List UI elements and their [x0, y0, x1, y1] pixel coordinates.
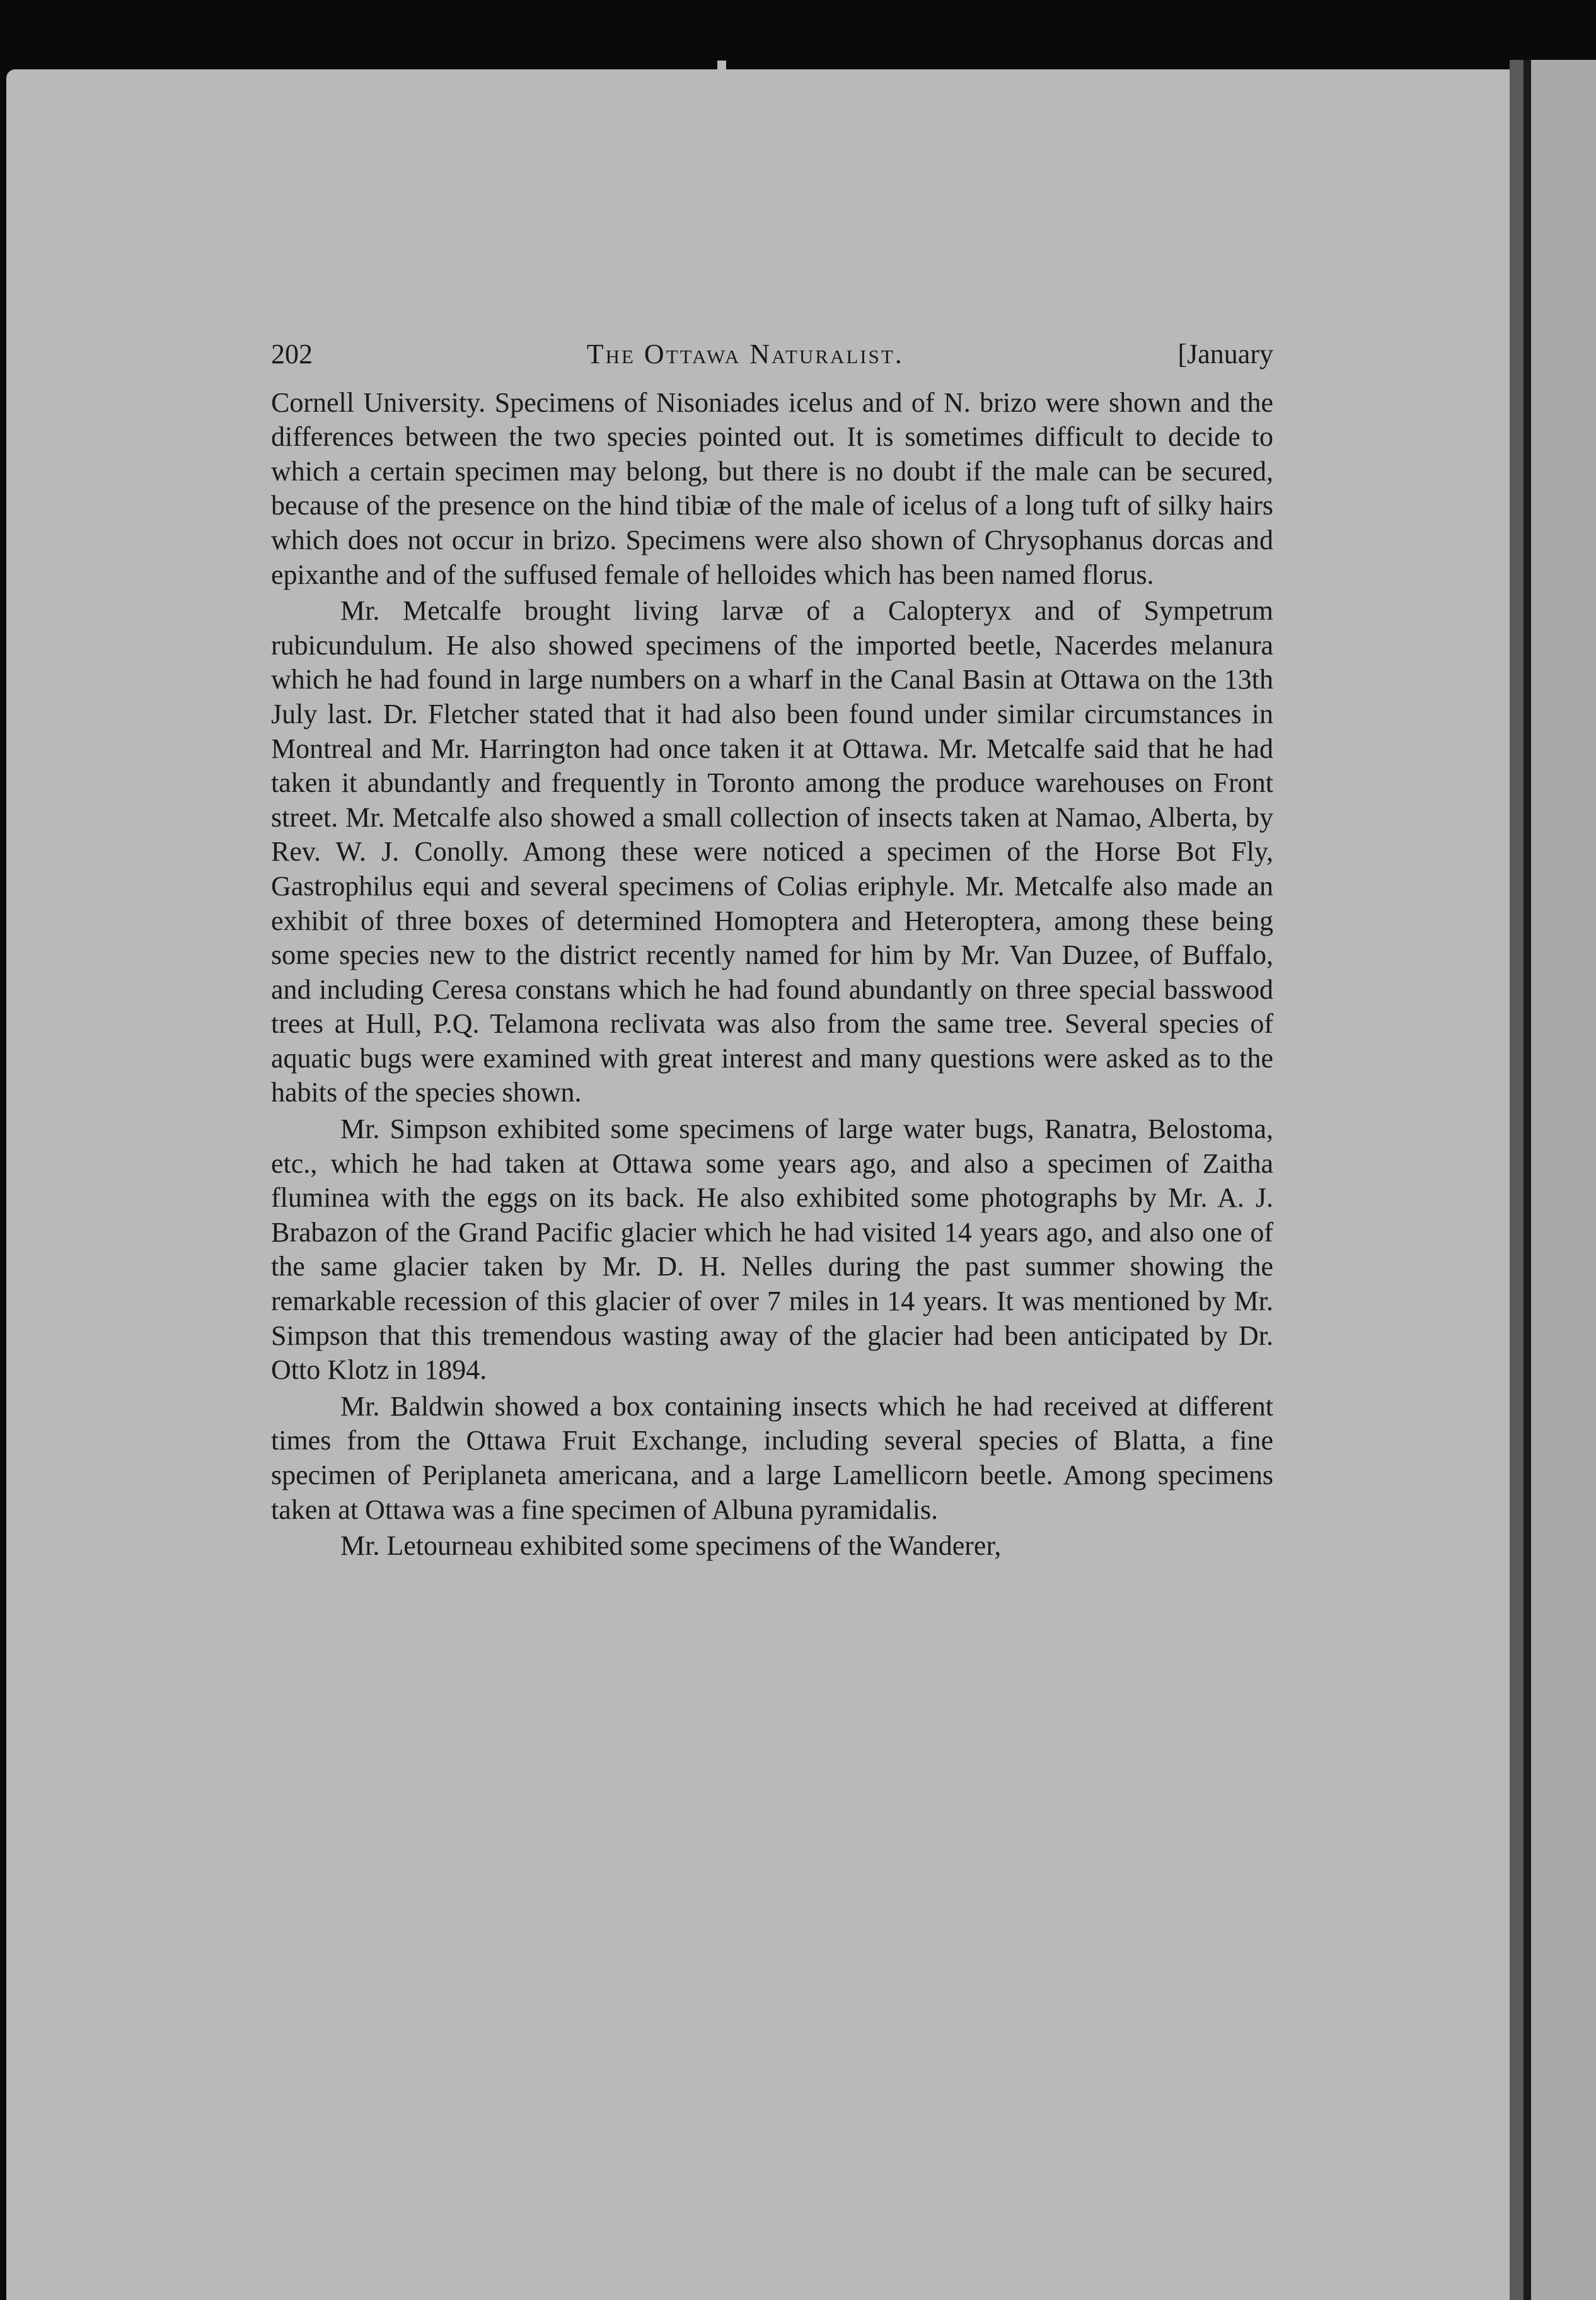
- paragraph-metcalfe: Mr. Metcalfe brought living larvæ of a Calopteryx and of Sympetrum rubicundulum. He also showed specimens of the imported beetle, Nacerdes melanura which he had found in large numbers on a wharf in the Canal Basin at Ottawa on the 13th July last. Dr. Fletcher stated that it had also been found under similar circumstances in Montreal and Mr. Harrington had once taken it at Ottawa. Mr. Metcalfe said that he had taken it abundantly and frequently in Toronto among the produce warehouses on Front street. Mr. Metcalfe also showed a small collection of insects taken at Namao, Alberta, by Rev. W. J. Conolly. Among these were noticed a specimen of the Horse Bot Fly, Gastrophilus equi and several specimens of Colias eriphyle. Mr. Metcalfe also made an exhibit of three boxes of determined Homoptera and Heteroptera, among these being some species new to the district recently named for him by Mr. Van Duzee, of Buffalo, and including Ceresa constans which he had found abundantly on three special basswood trees at Hull, P.Q. Telamona reclivata was also from the same tree. Several species of aquatic bugs were examined with great interest and many questions were asked as to the habits of the species shown.: [271, 595, 1273, 1108]
- page-nick: [717, 61, 726, 69]
- running-head: [271, 337, 1273, 372]
- facing-page-edge: [1531, 60, 1596, 2300]
- journal-title: The Ottawa Naturalist.: [586, 339, 904, 369]
- paragraph-letourneau: Mr. Letourneau exhibited some specimens of the Wanderer,: [340, 1530, 1002, 1562]
- paragraph-simpson: Mr. Simpson exhibited some specimens of large water bugs, Ranatra, Belostoma, etc., which he had taken at Ottawa some years ago, and also a specimen of Zaitha fluminea with the eggs on its back. He also exhibited some photographs by Mr. A. J. Brabazon of the Grand Pacific glacier which he had visited 14 years ago, and also one of the same glacier taken by Mr. D. H. Nelles during the past summer showing the remarkable recession of this glacier of over 7 miles in 14 years. It was mentioned by Mr. Simpson that this tremendous wasting away of the glacier had been anticipated by Dr. Otto Klotz in 1894.: [271, 1113, 1273, 1386]
- page-gutter-edge: [1510, 60, 1524, 2300]
- paragraph-cornell: Cornell University. Specimens of Nisoniades icelus and of N. brizo were shown and the differences between the two species pointed out. It is sometimes difficult to decide to which a certain specimen may belong, but there is no doubt if the male can be secured, because of the presence on the hind tibiæ of the male of icelus of a long tuft of silky hairs which does not occur in brizo. Specimens were also shown of Chrysophanus dorcas and epixanthe and of the suffused female of helloides which has been named florus.: [271, 386, 1273, 590]
- page-content: [271, 337, 1273, 1564]
- page-gap: [1524, 60, 1531, 2300]
- issue-month: [January: [1177, 339, 1273, 369]
- page-number: 202: [271, 339, 313, 369]
- paragraph-baldwin: Mr. Baldwin showed a box containing insects which he had received at different times from the Ottawa Fruit Exchange, including several species of Blatta, a fine specimen of Periplaneta americana, and a large Lamellicorn beetle. Among specimens taken at Ottawa was a fine specimen of Albuna pyramidalis.: [271, 1390, 1273, 1525]
